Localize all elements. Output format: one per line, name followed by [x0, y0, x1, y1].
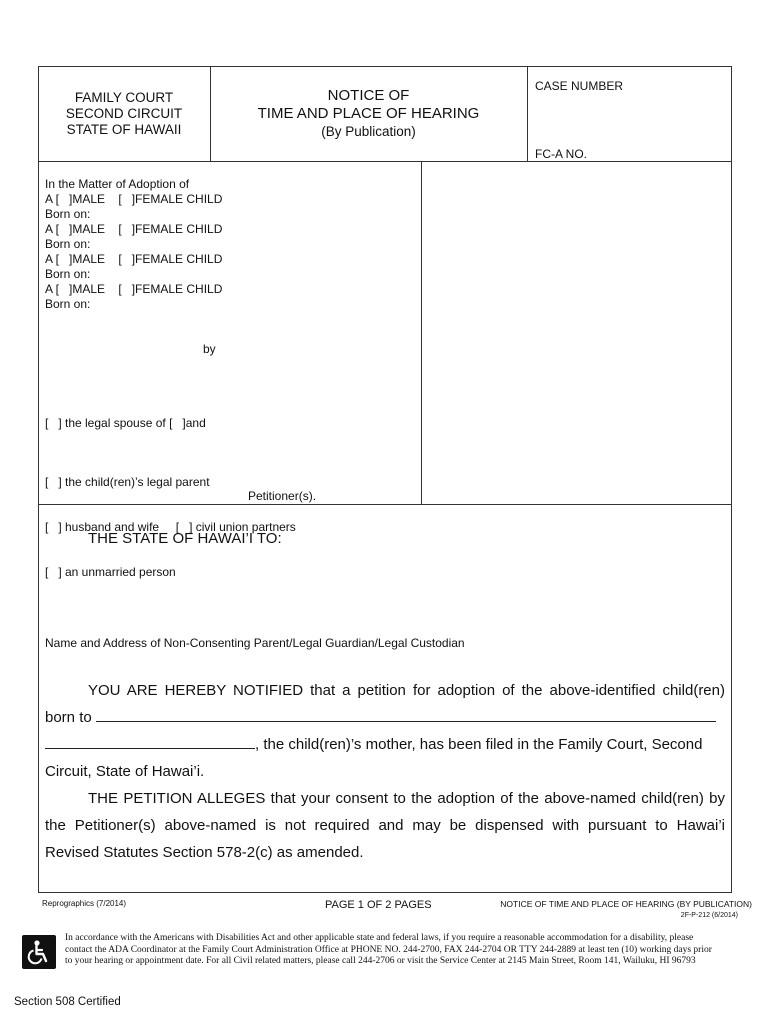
mother-name-blank — [45, 734, 255, 749]
born-to-blank — [96, 707, 716, 722]
child-4-line: A [ ]MALE [ ]FEMALE CHILD — [45, 282, 223, 296]
husband-wife-option: [ ] husband and wife [ ] civil union partners — [45, 520, 296, 534]
title-line-2: TIME AND PLACE OF HEARING — [257, 105, 480, 122]
legal-parent-option: [ ] the child(ren)’s legal parent — [45, 475, 210, 489]
matter-intro: In the Matter of Adoption of — [45, 177, 190, 191]
page-number: PAGE 1 OF 2 PAGES — [325, 899, 432, 911]
matter-divider — [421, 161, 422, 504]
header-bottom-line — [38, 161, 732, 162]
child-2-line: A [ ]MALE [ ]FEMALE CHILD — [45, 222, 223, 236]
court-line-3: STATE OF HAWAII — [66, 122, 182, 137]
title-line-3: (By Publication) — [321, 124, 416, 139]
child-3-line: A [ ]MALE [ ]FEMALE CHILD — [45, 252, 223, 266]
notice-line-3-text: , the child(ren)’s mother, has been filed in the Family Court, Second — [255, 736, 703, 753]
case-number-label: CASE NUMBER — [535, 79, 624, 93]
child-4-born: Born on: — [45, 297, 91, 311]
ada-notice: In accordance with the Americans with Disabilities Act and other applicable state and federal laws, if you require a reasonable accommodation for a disability, please contact the ADA Coordinator at the Family Court Administration Office at PHONE NO. 244-2700, FAX 244-2704 OR TTY 244-2889 at least ten (10) working days prior to your hearing or appointment date. For all Civil related matters, please call 244-2706 or visit the Service Center at 2145 Main Street, Room 141, Wailuku, HI 96793 — [65, 933, 712, 966]
child-1-line: A [ ]MALE [ ]FEMALE CHILD — [45, 192, 223, 206]
court-line-1: FAMILY COURT — [74, 90, 174, 105]
child-2-born: Born on: — [45, 237, 91, 251]
header-divider-2 — [527, 66, 528, 161]
petition-line-2 — [45, 812, 725, 839]
court-line-2: SECOND CIRCUIT — [65, 106, 183, 121]
form-number: 2F-P-212 (6/2014) — [680, 912, 738, 919]
petitioner-options — [45, 445, 296, 595]
form-title-footer: NOTICE OF TIME AND PLACE OF HEARING (BY PUBLICATION) — [500, 899, 752, 909]
matter-block — [45, 177, 415, 312]
notice-line-1-text: YOU ARE HEREBY NOTIFIED that a petition for adoption of the above-identified child(ren) — [88, 682, 725, 699]
notice-line-1 — [45, 677, 725, 704]
petition-line-3: Revised Statutes Section 578-2(c) as amended. — [45, 844, 364, 861]
state-to-heading: THE STATE OF HAWAI’I TO: — [88, 530, 282, 547]
notice-line-2 — [45, 704, 725, 731]
petition-line-1-text: THE PETITION ALLEGES that your consent to the adoption of the above-named child(ren) by — [88, 790, 725, 807]
title-line-1: NOTICE OF — [327, 87, 410, 104]
notice-paragraph-1 — [45, 677, 725, 785]
unmarried-option: [ ] an unmarried person — [45, 565, 176, 579]
notice-line-3 — [45, 731, 725, 758]
notice-paragraph-2 — [45, 785, 725, 866]
child-3-born: Born on: — [45, 267, 91, 281]
petition-line-2-text: the Petitioner(s) above-named is not required and may be dispensed with pursuant to Hawai’i — [45, 817, 725, 834]
by-label: by — [203, 342, 216, 356]
reprographics-label: Reprographics (7/2014) — [42, 899, 127, 908]
notice-line-4: Circuit, State of Hawai’i. — [45, 763, 205, 780]
petition-line-1 — [45, 785, 725, 812]
legal-spouse-option: [ ] the legal spouse of [ ]and — [45, 416, 206, 430]
child-1-born: Born on: — [45, 207, 91, 221]
document-title — [210, 87, 527, 141]
name-address-label: Name and Address of Non-Consenting Parent/Legal Guardian/Legal Custodian — [45, 636, 465, 650]
section-508-label: Section 508 Certified — [14, 996, 121, 1008]
fca-number-label: FC-A NO. — [535, 147, 588, 161]
wheelchair-icon — [22, 935, 56, 969]
born-to-label: born to — [45, 709, 92, 726]
court-name — [38, 90, 210, 138]
petitioners-label: Petitioner(s). — [248, 489, 317, 503]
